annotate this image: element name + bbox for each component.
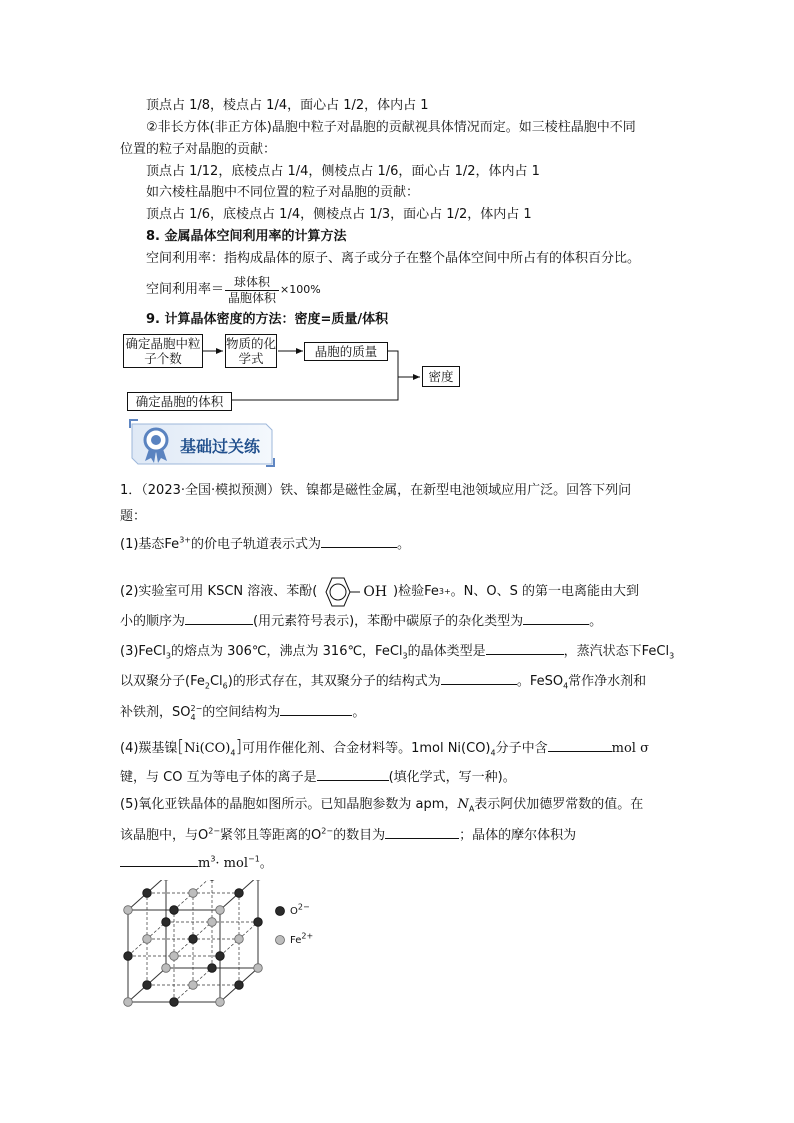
superscript: 2−	[297, 902, 310, 912]
text: 。	[397, 537, 411, 552]
oxide-ion-atom	[124, 952, 133, 961]
text: 的价电子轨道表示式为	[190, 537, 321, 552]
formula	[146, 273, 321, 307]
sub-question-5-cont	[120, 826, 576, 845]
sub-question-5-cont	[120, 854, 273, 873]
oxide-ion-atom	[170, 906, 179, 915]
oxide-ion-atom	[235, 889, 244, 898]
sub-question-3-cont	[120, 703, 365, 722]
superscript: 2−	[208, 826, 221, 836]
text: 的熔点为 306℃，沸点为 316℃，FeCl	[170, 644, 403, 659]
superscript: 3+	[179, 535, 191, 545]
subscript: 4	[230, 748, 236, 758]
superscript: 3	[210, 854, 216, 864]
text-line: 顶点占 1/8，棱点占 1/4，面心占 1/2，体内占 1	[146, 98, 429, 113]
oxide-ion-legend-icon	[274, 905, 286, 917]
text: )检验Fe	[393, 584, 439, 599]
oxide-ion-atom	[254, 918, 263, 927]
iron-ion-atom	[189, 889, 198, 898]
iron-ion-atom	[235, 935, 244, 944]
sub-question-1	[120, 535, 410, 554]
sub-question-2: (2)实验室可用 KSCN 溶液、苯酚( OH )检验Fe 3+ 。N、O、S 的第一电离能由大到	[120, 574, 639, 610]
text: 的空间结构为	[202, 705, 281, 720]
legend-oxide-label	[290, 903, 310, 921]
subscript: 3	[165, 651, 171, 661]
subscript: 3	[402, 651, 408, 661]
text: 。	[589, 614, 603, 629]
fraction-numerator: 球体积	[225, 275, 279, 291]
iron-ion-atom	[216, 906, 225, 915]
formula: Ni(CO)	[184, 741, 231, 756]
text: 小的顺序为	[120, 614, 186, 629]
sub-question-3	[120, 642, 674, 661]
text: 。	[259, 856, 273, 871]
iron-ion-atom	[170, 952, 179, 961]
oxide-ion-atom	[143, 981, 152, 990]
flow-box-chemical-formula: 物质的化学式	[226, 336, 277, 366]
subscript: 4	[563, 681, 569, 691]
question-stem: 题：	[120, 509, 147, 524]
text: 以双聚分子(Fe	[120, 674, 205, 689]
text: · mol	[215, 856, 248, 871]
subscript: 6	[222, 681, 228, 691]
text-line: ②非长方体(非正方体)晶胞中粒子对晶胞的贡献视具体情况而定。如三棱柱晶胞中不同	[146, 120, 636, 135]
oxide-ion-atom	[216, 952, 225, 961]
iron-ion-legend-icon	[274, 934, 286, 946]
sub-question-3-cont	[120, 672, 646, 691]
fraction-denominator: 晶胞体积	[228, 290, 277, 305]
oxide-ion-atom	[235, 981, 244, 990]
text: mol σ	[611, 741, 649, 756]
oxide-ion-atom	[208, 964, 217, 973]
question-stem: 1．（2023·全国·模拟预测）铁、镍都是磁性金属，在新型电池领域应用广泛。回答下列问	[120, 483, 632, 498]
superscript: 2−	[321, 826, 334, 836]
iron-ion-atom	[162, 964, 171, 973]
iron-ion-atom	[143, 935, 152, 944]
section-title: 9. 计算晶体密度的方法：密度=质量/体积	[146, 312, 389, 327]
iron-ion-atom	[189, 981, 198, 990]
text: (2)实验室可用 KSCN 溶液、苯酚(	[120, 584, 318, 599]
hydroxyl-label: OH	[363, 584, 388, 600]
superscript: 2−	[190, 703, 203, 713]
subscript: 4	[190, 712, 196, 722]
text: ，蒸汽状态下FeCl	[563, 644, 670, 659]
text: m	[198, 856, 211, 871]
text: 补铁剂，SO	[120, 705, 191, 720]
iron-ion-atom	[216, 998, 225, 1007]
answer-blank[interactable]	[523, 612, 589, 625]
answer-blank[interactable]	[548, 739, 612, 752]
text: 常作净水剂和	[568, 674, 647, 689]
legend-iron-label	[290, 932, 313, 950]
bracket: ]	[235, 737, 243, 757]
sub-question-4-cont	[120, 768, 516, 787]
subscript: 3	[669, 651, 675, 661]
text-line: 顶点占 1/12，底棱点占 1/4，侧棱点占 1/6，面心占 1/2，体内占 1	[146, 164, 540, 179]
text: 该晶胞中，与O	[120, 828, 209, 843]
formula-tail: ×100%	[280, 283, 321, 296]
answer-blank[interactable]	[385, 826, 459, 839]
text: (用元素符号表示)，苯酚中碳原子的杂化类型为	[253, 614, 524, 629]
text: 分子中含	[495, 741, 548, 756]
subscript: 2	[204, 681, 210, 691]
subscript: A	[468, 804, 475, 814]
oxide-ion-atom	[170, 998, 179, 1007]
answer-blank[interactable]	[185, 612, 253, 625]
text: (4)羰基镍	[120, 741, 178, 756]
sub-question-5	[120, 796, 643, 814]
avogadro-symbol: N	[457, 797, 469, 812]
definition-text: 空间利用率：指构成晶体的原子、离子或分子在整个晶体空间中所占有的体积百分比。	[146, 251, 641, 266]
text: 表示阿伏加德罗常数的值。在	[474, 797, 644, 812]
text: (1)基态Fe	[120, 537, 180, 552]
text: 的晶体类型是	[407, 644, 486, 659]
flow-box-particle-count: 确定晶胞中粒子个数	[123, 334, 203, 368]
text-line: 如六棱柱晶胞中不同位置的粒子对晶胞的贡献：	[146, 185, 420, 200]
text: ；晶体的摩尔体积为	[459, 828, 577, 843]
crystal-cell-diagram	[118, 880, 268, 1012]
text: 的数目为	[333, 828, 386, 843]
sub-question-2-cont	[120, 612, 602, 631]
sub-question-4	[120, 738, 649, 758]
oxide-ion-atom	[143, 889, 152, 898]
text: Fe	[290, 935, 302, 946]
text: 。FeSO	[516, 674, 564, 689]
answer-blank[interactable]	[120, 854, 198, 867]
answer-blank[interactable]	[486, 642, 564, 655]
text: (填化学式，写一种)。	[388, 770, 516, 785]
answer-blank[interactable]	[280, 703, 352, 716]
bracket: [	[177, 737, 185, 757]
flow-box-cell-volume: 确定晶胞的体积	[127, 392, 232, 411]
flow-box-cell-mass: 晶胞的质量	[304, 342, 388, 361]
formula-lhs: 空间利用率＝	[146, 282, 225, 297]
text: (5)氧化亚铁晶体的晶胞如图所示。已知晶胞参数为 apm，	[120, 797, 458, 812]
text: 。	[352, 705, 366, 720]
iron-ion-atom	[124, 906, 133, 915]
text-line: 位置的粒子对晶胞的贡献：	[120, 142, 277, 157]
answer-blank[interactable]	[321, 535, 397, 548]
banner-title: 基础过关练	[180, 437, 261, 456]
answer-blank[interactable]	[317, 768, 389, 781]
oxide-ion-atom	[189, 935, 198, 944]
answer-blank[interactable]	[441, 672, 517, 685]
text: (3)FeCl	[120, 644, 166, 659]
text: 紧邻且等距离的O	[220, 828, 322, 843]
iron-ion-atom	[254, 964, 263, 973]
text: 键，与 CO 互为等电子体的离子是	[120, 770, 317, 785]
iron-ion-atom	[208, 918, 217, 927]
text: Cl	[209, 674, 223, 689]
fraction	[225, 275, 279, 306]
subscript: 4	[490, 748, 496, 758]
text-line: 顶点占 1/6，底棱点占 1/4，侧棱点占 1/3，面心占 1/2，体内占 1	[146, 207, 532, 222]
text: O	[290, 906, 298, 917]
flow-box-density: 密度	[422, 366, 460, 387]
section-title: 8. 金属晶体空间利用率的计算方法	[146, 229, 347, 244]
text: 可用作催化剂、合金材料等。1mol Ni(CO)	[242, 741, 491, 756]
superscript: −1	[248, 854, 260, 864]
iron-ion-atom	[124, 998, 133, 1007]
superscript: 2+	[301, 931, 314, 941]
oxide-ion-atom	[162, 918, 171, 927]
text: )的形式存在，其双聚分子的结构式为	[227, 674, 441, 689]
text: 。N、O、S 的第一电离能由大到	[450, 584, 640, 599]
